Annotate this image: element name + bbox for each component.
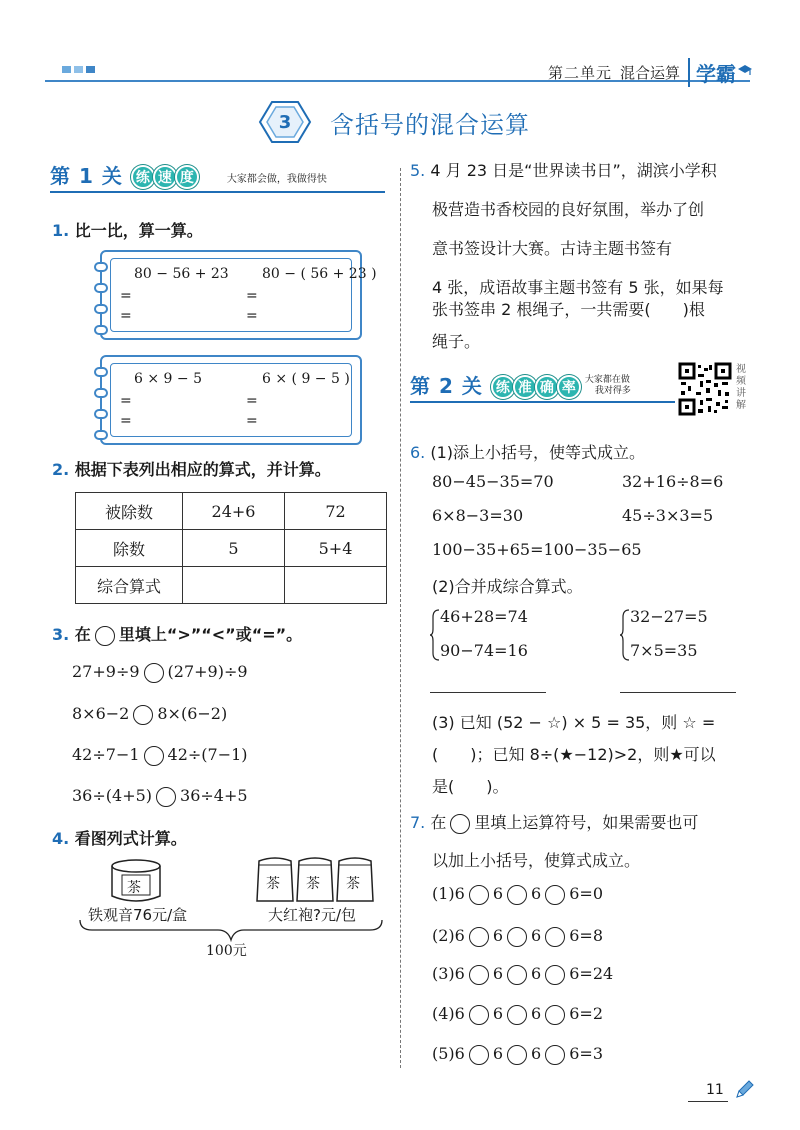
equals-sign: = <box>120 393 132 409</box>
operand: 6 <box>454 926 465 945</box>
section-2-char: 确 <box>535 375 559 399</box>
section-2-level: 第 2 关 <box>410 374 483 398</box>
answer-cell[interactable] <box>183 567 285 604</box>
answer-circle[interactable] <box>156 787 176 807</box>
qr-side-char: 频 <box>736 376 746 387</box>
qr-side-label <box>736 364 746 412</box>
expression-right: 6 × ( 9 − 5 ) <box>262 371 350 387</box>
question-text: 看图列式计算。 <box>74 829 187 848</box>
compare-item <box>72 786 248 807</box>
section-2-char: 准 <box>513 375 537 399</box>
tea-label: 茶 <box>127 880 141 896</box>
qr-side-char: 视 <box>736 364 746 375</box>
table-row <box>76 567 387 604</box>
answer-line[interactable] <box>620 692 736 693</box>
page-number-rule <box>688 1101 728 1102</box>
expression-left: 27+9÷9 <box>72 662 140 681</box>
operator-circle[interactable] <box>507 1005 527 1025</box>
operand: 6 <box>531 964 542 983</box>
equation: 90−74=16 <box>440 641 528 660</box>
header-decoration <box>62 66 95 73</box>
bag-price-label: 大红袍?元/包 <box>268 906 357 924</box>
spiral-rings <box>94 367 108 440</box>
question-text: 4 月 23 日是“世界读书日”，湖滨小学积 <box>430 161 717 180</box>
operand: 6 <box>492 1044 504 1063</box>
result: 6=0 <box>569 884 603 903</box>
expression-right: 80 − ( 56 + 23 ) <box>262 266 377 282</box>
section-2-tag <box>585 375 631 397</box>
expression-left: 6 × 9 − 5 <box>134 371 202 387</box>
equation: 32+16÷8=6 <box>622 472 724 491</box>
equation: 32−27=5 <box>630 607 708 626</box>
question-3 <box>52 622 302 646</box>
header <box>548 58 750 87</box>
equals-sign: = <box>246 288 258 304</box>
answer-circle[interactable] <box>450 814 470 834</box>
qr-code-icon[interactable] <box>678 362 732 416</box>
table-row <box>76 493 387 530</box>
operand: 6 <box>454 1044 465 1063</box>
operand: 6 <box>492 964 504 983</box>
question-text: 比一比，算一算。 <box>74 221 203 240</box>
operator-circle[interactable] <box>545 885 565 905</box>
section-1-tag: 大家都会做，我做得快 <box>226 174 327 185</box>
question-1 <box>52 218 203 241</box>
tea-label: 茶 <box>346 876 360 892</box>
tag-line: 我对得多 <box>594 386 631 396</box>
graduation-cap-icon <box>738 68 750 78</box>
operator-row <box>432 964 613 985</box>
table-cell: 除数 <box>76 530 183 567</box>
section-2-badges <box>491 375 579 399</box>
operator-circle[interactable] <box>507 965 527 985</box>
operator-circle[interactable] <box>469 1045 489 1065</box>
tea-label: 茶 <box>266 876 280 892</box>
operator-row <box>432 926 603 947</box>
operand: 6 <box>454 884 465 903</box>
equals-sign: = <box>120 308 132 324</box>
question-text: 根据下表列出相应的算式，并计算。 <box>74 460 331 479</box>
notebook-card-2 <box>100 355 362 445</box>
expression-left: 42÷7−1 <box>72 745 140 764</box>
tin-price-label: 铁观音76元/盒 <box>88 906 188 924</box>
question-text: 极营造书香校园的良好氛围，举办了创 <box>432 200 705 219</box>
equation: 6×8−3=30 <box>432 506 524 525</box>
operator-circle[interactable] <box>545 1005 565 1025</box>
row-label: (2) <box>432 926 455 945</box>
brand-logo <box>688 58 750 87</box>
tag-line: 大家都在做 <box>584 375 630 385</box>
equals-sign: = <box>120 413 132 429</box>
equation: 45÷3×3=5 <box>622 506 714 525</box>
answer-line[interactable] <box>430 692 546 693</box>
equation: 80−45−35=70 <box>432 472 554 491</box>
topic-label: 混合运算 <box>619 64 680 82</box>
section-2-char: 练 <box>491 375 515 399</box>
qr-side-char: 解 <box>736 400 746 411</box>
equals-sign: = <box>246 413 258 429</box>
equation: 46+28=74 <box>440 607 528 626</box>
lesson-number: 3 <box>278 111 292 133</box>
question-number: 3. <box>52 625 70 644</box>
equals-sign: = <box>120 288 132 304</box>
section-1-level: 第 1 关 <box>50 164 123 188</box>
section-1-badges <box>131 165 197 189</box>
question-text: 在 <box>430 813 447 832</box>
compare-item <box>72 745 248 766</box>
question-text: 里填上运算符号，如果需要也可 <box>474 813 699 832</box>
section-1-char: 度 <box>175 165 199 189</box>
question-number: 2. <box>52 460 70 479</box>
operator-row <box>432 1004 603 1025</box>
lesson-title-text: 含括号的混合运算 <box>330 110 530 139</box>
table-cell: 72 <box>285 493 387 530</box>
operator-circle[interactable] <box>507 927 527 947</box>
expression-left: 8×6−2 <box>72 704 130 723</box>
tea-tin-icon <box>108 858 164 904</box>
result: 6=24 <box>569 964 614 983</box>
question-text: 在 <box>74 625 91 644</box>
expression-left: 80 − 56 + 23 <box>134 266 229 282</box>
row-label: (1) <box>432 884 455 903</box>
page-number: 11 <box>706 1082 724 1098</box>
question-number: 1. <box>52 221 70 240</box>
qr-side-char: 讲 <box>736 388 746 399</box>
result: 6=2 <box>569 1004 603 1023</box>
answer-circle[interactable] <box>144 663 164 683</box>
row-label: (5) <box>432 1044 455 1063</box>
total-brace <box>78 918 384 942</box>
operator-circle[interactable] <box>469 927 489 947</box>
operator-circle[interactable] <box>545 1045 565 1065</box>
question-text: 以加上小括号，使算式成立。 <box>432 851 641 870</box>
question-6 <box>410 440 645 463</box>
compare-item <box>72 704 227 725</box>
operator-row <box>432 884 603 905</box>
operand: 6 <box>531 1004 542 1023</box>
question-number: 4. <box>52 829 70 848</box>
operator-circle[interactable] <box>545 965 565 985</box>
question-text: 绳子。 <box>432 332 481 351</box>
section-1-underline <box>50 191 385 193</box>
question-4 <box>52 826 187 849</box>
question-number: 7. <box>410 813 426 832</box>
operand: 6 <box>492 1004 504 1023</box>
operator-circle[interactable] <box>507 1045 527 1065</box>
equation: 100−35+65=100−35−65 <box>432 540 642 559</box>
operand: 6 <box>531 926 542 945</box>
operand: 6 <box>454 1004 465 1023</box>
operator-circle[interactable] <box>469 1005 489 1025</box>
expression-left: 36÷(4+5) <box>72 786 153 805</box>
expression-right: (27+9)÷9 <box>167 662 248 681</box>
operator-circle[interactable] <box>469 885 489 905</box>
lesson-title <box>258 100 530 144</box>
equals-sign: = <box>246 308 258 324</box>
result: 6=3 <box>569 1044 603 1063</box>
answer-circle[interactable] <box>133 705 153 725</box>
division-table <box>75 492 387 604</box>
question-text: 是( )。 <box>432 777 509 796</box>
spiral-rings <box>94 262 108 335</box>
tea-label: 茶 <box>306 876 320 892</box>
notebook-card-1 <box>100 250 377 340</box>
answer-circle[interactable] <box>95 626 115 646</box>
question-text: (1)添上小括号，使等式成立。 <box>430 443 646 462</box>
question-number: 6. <box>410 443 426 462</box>
expression-right: 8×(6−2) <box>157 704 228 723</box>
table-cell: 24+6 <box>183 493 285 530</box>
question-text: 意书签设计大赛。古诗主题书签有 <box>432 239 673 258</box>
row-label: (4) <box>432 1004 455 1023</box>
question-number: 5. <box>410 161 426 180</box>
operand: 6 <box>492 926 504 945</box>
expression-right: 36÷4+5 <box>180 786 248 805</box>
tea-bag-icon <box>295 855 335 905</box>
section-2-underline <box>410 401 675 403</box>
answer-circle[interactable] <box>144 746 164 766</box>
question-text: 4 张，成语故事主题书签有 5 张，如果每 <box>432 278 724 297</box>
answer-cell[interactable] <box>285 567 387 604</box>
operator-circle[interactable] <box>545 927 565 947</box>
section-2-char: 率 <box>557 375 581 399</box>
tea-bag-icon <box>255 855 295 905</box>
column-divider <box>400 168 401 1068</box>
question-5-line <box>410 158 717 181</box>
table-cell: 被除数 <box>76 493 183 530</box>
table-cell: 5 <box>183 530 285 567</box>
lesson-number-badge <box>258 100 312 144</box>
equals-sign: = <box>246 393 258 409</box>
operand: 6 <box>454 964 465 983</box>
operand: 6 <box>531 884 542 903</box>
equation: 7×5=35 <box>630 641 698 660</box>
operand: 6 <box>531 1044 542 1063</box>
row-label: (3) <box>432 964 455 983</box>
pencil-icon <box>734 1080 754 1100</box>
operator-circle[interactable] <box>507 885 527 905</box>
compare-item <box>72 662 248 683</box>
question-text: 里填上“>”“<”或“=”。 <box>118 625 303 644</box>
table-cell: 综合算式 <box>76 567 183 604</box>
unit-label: 第二单元 <box>547 64 612 82</box>
section-1-char: 速 <box>153 165 177 189</box>
operator-circle[interactable] <box>469 965 489 985</box>
brand-text: 学霸 <box>696 62 736 86</box>
question-7 <box>410 810 698 834</box>
question-text: (2)合并成综合算式。 <box>432 577 583 596</box>
total-label: 100元 <box>206 943 247 959</box>
question-text: 张书签串 2 根绳子，一共需要( )根 <box>432 300 705 319</box>
section-1-char: 练 <box>131 165 155 189</box>
question-2 <box>52 457 331 480</box>
expression-right: 42÷(7−1) <box>167 745 248 764</box>
table-row <box>76 530 387 567</box>
result: 6=8 <box>569 926 603 945</box>
operand: 6 <box>492 884 504 903</box>
question-text: (3) 已知 (52 − ☆) × 5 = 35，则 ☆ = <box>432 713 716 732</box>
question-text: ( )；已知 8÷(★−12)>2，则★可以 <box>432 745 716 764</box>
section-1-banner <box>50 160 327 189</box>
section-2-banner <box>410 370 631 399</box>
operator-row <box>432 1044 603 1065</box>
table-cell: 5+4 <box>285 530 387 567</box>
tea-bag-icon <box>335 855 375 905</box>
